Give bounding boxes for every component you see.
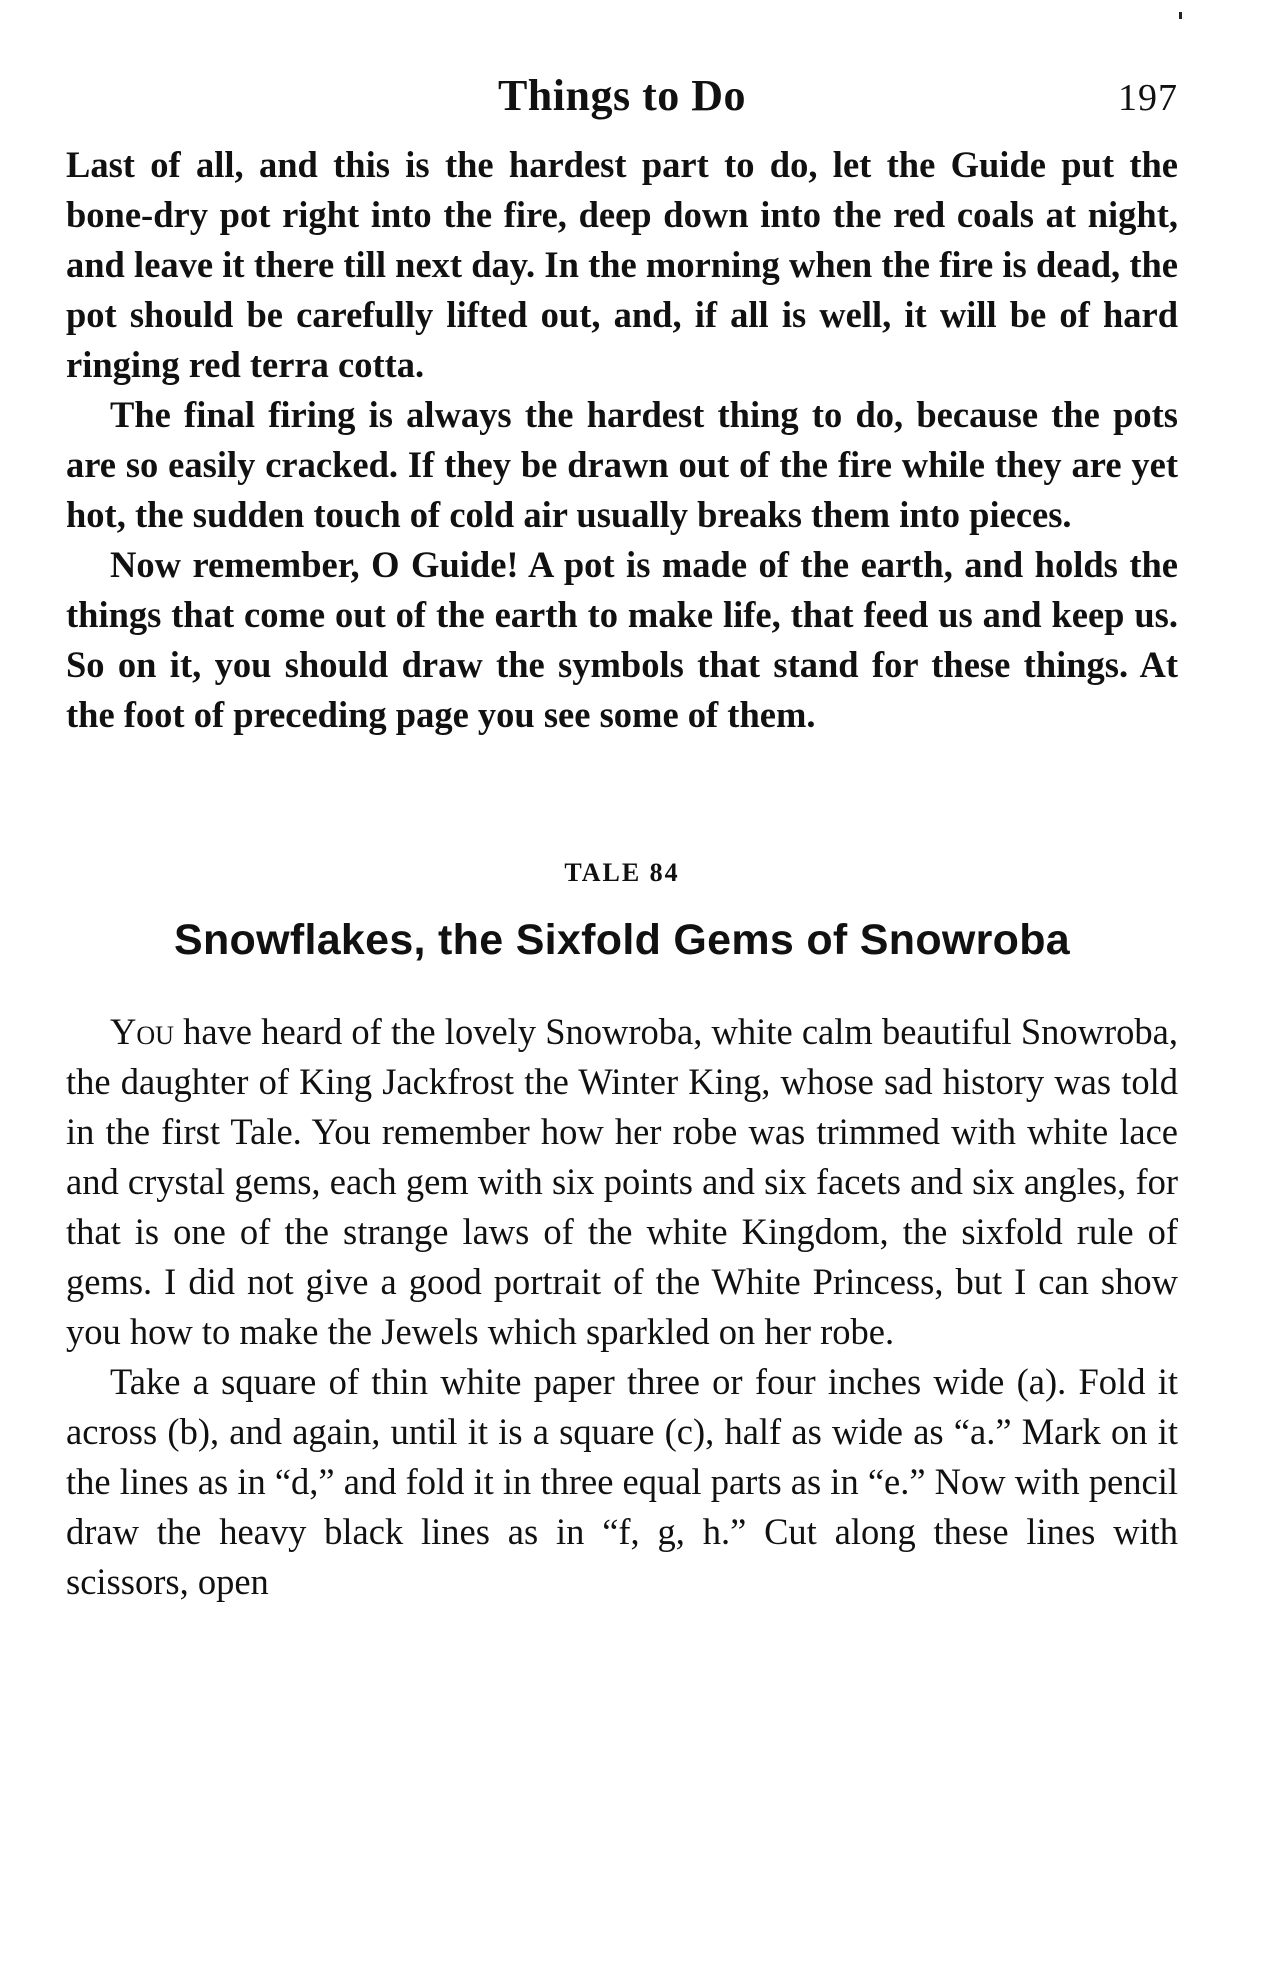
margin-mark <box>1179 12 1182 19</box>
paragraph-final-firing-instructions: Last of all, and this is the hardest part to do, let the Guide put the bone-dry pot right into the fire, deep down into the red coals at night, and leave it there till next day. In the morning when the fire is dead, the pot should be carefully lifted out, and, if all is well, it will be of hard ringing red terra cotta. <box>66 144 1178 385</box>
page-number: 197 <box>1118 77 1178 119</box>
paragraph-folding-instructions: Take a square of thin white paper three or four inches wide (a). Fold it across (b), and again, until it is a square (c), half as wide as “a.” Mark on it the lines as in “d,” and fold it in three equal parts as in “e.” Now with pencil draw the heavy black lines as in “f, g, h.” Cut along these lines with scissors, open <box>66 1361 1178 1602</box>
paragraph-pot-symbols: Now remember, O Guide! A pot is made of the earth, and holds the things that come out of the earth to make life, that feed us and keep us. So on it, you should draw the symbols that stand for these things. At the foot of preceding page you see some of them. <box>66 544 1178 735</box>
tale-number: TALE 84 <box>564 858 680 887</box>
running-title: Things to Do <box>497 71 747 120</box>
paragraph-snowroba-intro <box>66 1007 1178 1357</box>
opening-word: You <box>110 1011 174 1052</box>
paragraph-snowroba-intro-text: have heard of the lovely Snowroba, white calm beautiful Snowroba, the daughter of King Jackfrost the Winter King, whose sad history was told in the first Tale. You remember how her robe was trimmed with white lace and crystal gems, each gem with six points and six facets and six angles, for that is one of the strange laws of the white Kingdom, the sixfold rule of gems. I did not give a good portrait of the White Princess, but I can show you how to make the Jewels which sparkled on her robe. <box>66 1011 1178 1352</box>
running-head <box>66 70 1178 140</box>
book-page <box>66 70 1178 1607</box>
paragraph-firing-warning: The final firing is always the hardest thing to do, because the pots are so easily cracked. If they be drawn out of the fire while they are yet hot, the sudden touch of cold air usually breaks them into pieces. <box>66 394 1178 535</box>
section-pottery-conclusion <box>66 140 1178 740</box>
tale-title: Snowflakes, the Sixfold Gems of Snowroba <box>173 916 1071 964</box>
section-snowflakes <box>66 1007 1178 1607</box>
